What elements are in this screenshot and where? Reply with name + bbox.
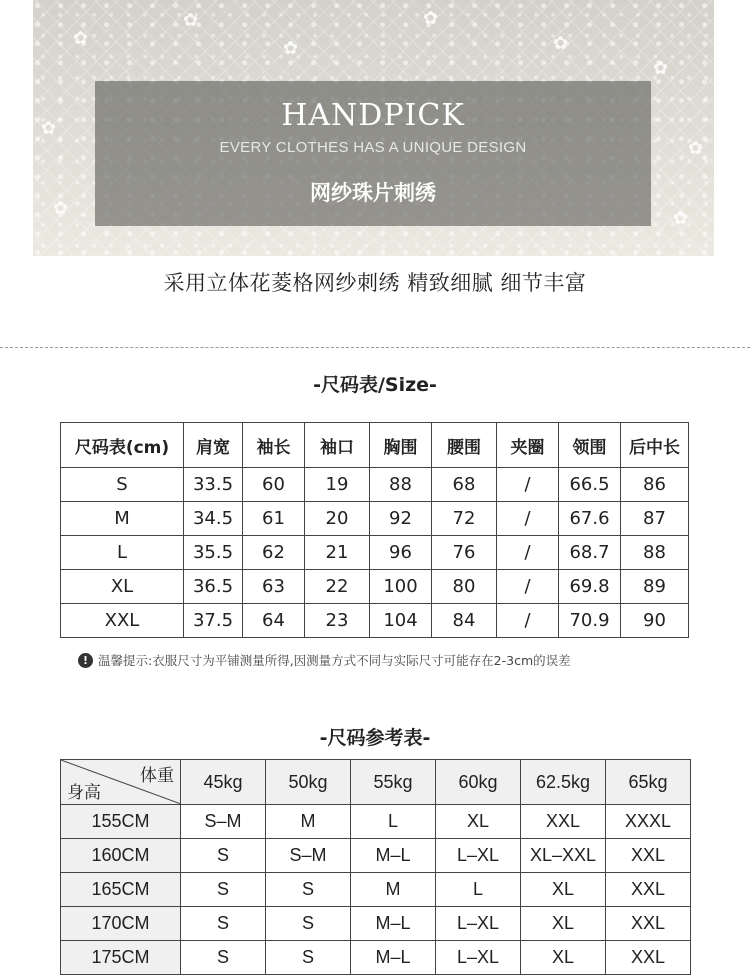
table-cell: 62 (243, 536, 305, 570)
table-row (61, 502, 689, 536)
weight-header: 60kg (436, 760, 521, 805)
table-cell: XL (521, 907, 606, 941)
table-cell: 104 (370, 604, 432, 638)
weight-label: 体重 (140, 766, 174, 786)
table-cell: S (181, 839, 266, 873)
table-cell: S (61, 468, 184, 502)
flower-decoration: ✿ (688, 138, 704, 159)
table-cell: XXL (606, 839, 691, 873)
weight-header: 50kg (266, 760, 351, 805)
table-cell: XXL (521, 805, 606, 839)
table-cell: 20 (305, 502, 370, 536)
table-cell: 96 (370, 536, 432, 570)
product-description: 采用立体花菱格网纱刺绣 精致细腻 细节丰富 (163, 271, 587, 295)
table-cell: / (497, 604, 559, 638)
table-cell: L–XL (436, 941, 521, 975)
table-cell: 84 (432, 604, 497, 638)
table-cell: 60 (243, 468, 305, 502)
table-cell: M–L (351, 839, 436, 873)
table-cell: S (266, 907, 351, 941)
table-cell: 92 (370, 502, 432, 536)
height-label: 身高 (67, 783, 101, 803)
table-cell: L–XL (436, 839, 521, 873)
table-cell: XXL (606, 907, 691, 941)
header-cell: 胸围 (370, 423, 432, 468)
header-cell: 领围 (559, 423, 621, 468)
table-row (61, 805, 691, 839)
table-cell: S (181, 941, 266, 975)
corner-cell (61, 760, 181, 805)
weight-header: 55kg (351, 760, 436, 805)
table-cell: 86 (621, 468, 689, 502)
table-cell: 88 (621, 536, 689, 570)
table-cell: 37.5 (184, 604, 243, 638)
note-text: 温馨提示:衣服尺寸为平铺测量所得,因测量方式不同与实际尺寸可能存在2-3cm的误差 (98, 653, 571, 668)
height-cell: 160CM (61, 839, 181, 873)
table-cell: XL–XXL (521, 839, 606, 873)
table-row (61, 839, 691, 873)
table-cell: 68 (432, 468, 497, 502)
height-cell: 170CM (61, 907, 181, 941)
table-cell: XL (521, 941, 606, 975)
table-cell: 76 (432, 536, 497, 570)
table-cell: 23 (305, 604, 370, 638)
flower-decoration: ✿ (41, 118, 57, 139)
table-cell: XXL (606, 873, 691, 907)
table-cell: L (351, 805, 436, 839)
table-cell: L–XL (436, 907, 521, 941)
header-cell: 袖口 (305, 423, 370, 468)
header-cell: 肩宽 (184, 423, 243, 468)
table-cell: S (181, 907, 266, 941)
table-cell: 70.9 (559, 604, 621, 638)
table-cell: M–L (351, 907, 436, 941)
banner-title: HANDPICK (281, 98, 465, 133)
measurement-note (78, 651, 571, 669)
table-cell: 67.6 (559, 502, 621, 536)
table-row (61, 570, 689, 604)
reference-table-header (61, 760, 691, 805)
header-cell: 后中长 (621, 423, 689, 468)
table-cell: M (61, 502, 184, 536)
weight-header: 62.5kg (521, 760, 606, 805)
table-cell: M–L (351, 941, 436, 975)
table-cell: 66.5 (559, 468, 621, 502)
table-cell: 19 (305, 468, 370, 502)
table-cell: / (497, 468, 559, 502)
table-cell: S–M (181, 805, 266, 839)
table-cell: L (436, 873, 521, 907)
table-cell: XXXL (606, 805, 691, 839)
table-cell: 34.5 (184, 502, 243, 536)
reference-section-title: -尺码参考表- (319, 727, 431, 749)
size-table-header (61, 423, 689, 468)
table-row (61, 604, 689, 638)
table-cell: 89 (621, 570, 689, 604)
height-cell: 165CM (61, 873, 181, 907)
table-cell: 72 (432, 502, 497, 536)
size-reference-table (60, 759, 691, 975)
table-cell: 35.5 (184, 536, 243, 570)
weight-header: 45kg (181, 760, 266, 805)
table-row (61, 468, 689, 502)
flower-decoration: ✿ (283, 38, 299, 59)
table-cell: 33.5 (184, 468, 243, 502)
flower-decoration: ✿ (553, 33, 569, 54)
section-divider (0, 347, 750, 348)
table-cell: / (497, 570, 559, 604)
header-cell: 袖长 (243, 423, 305, 468)
weight-header: 65kg (606, 760, 691, 805)
table-cell: S (181, 873, 266, 907)
warning-icon: ! (78, 653, 93, 668)
table-cell: M (351, 873, 436, 907)
table-cell: XL (521, 873, 606, 907)
flower-decoration: ✿ (423, 8, 439, 29)
size-section-title: -尺码表/Size- (313, 374, 437, 396)
hero-banner (33, 0, 714, 256)
header-cell: 尺码表(cm) (61, 423, 184, 468)
table-cell: 61 (243, 502, 305, 536)
flower-decoration: ✿ (653, 58, 669, 79)
table-row (61, 873, 691, 907)
table-cell: / (497, 502, 559, 536)
table-cell: XXL (606, 941, 691, 975)
header-cell: 腰围 (432, 423, 497, 468)
table-cell: 80 (432, 570, 497, 604)
height-cell: 175CM (61, 941, 181, 975)
flower-decoration: ✿ (673, 208, 689, 229)
banner-caption-box (95, 81, 651, 226)
table-cell: 87 (621, 502, 689, 536)
table-cell: L (61, 536, 184, 570)
table-row (61, 907, 691, 941)
flower-decoration: ✿ (53, 198, 69, 219)
table-cell: S (266, 873, 351, 907)
header-cell: 夹圈 (497, 423, 559, 468)
flower-decoration: ✿ (183, 10, 199, 31)
table-cell: 22 (305, 570, 370, 604)
table-cell: S (266, 941, 351, 975)
table-cell: 64 (243, 604, 305, 638)
height-cell: 155CM (61, 805, 181, 839)
banner-subtitle: EVERY CLOTHES HAS A UNIQUE DESIGN (219, 139, 527, 156)
table-cell: XL (436, 805, 521, 839)
banner-feature: 网纱珠片刺绣 (310, 181, 436, 205)
table-cell: / (497, 536, 559, 570)
table-cell: 100 (370, 570, 432, 604)
flower-decoration: ✿ (73, 28, 89, 49)
table-row (61, 941, 691, 975)
table-cell: 69.8 (559, 570, 621, 604)
table-cell: 88 (370, 468, 432, 502)
size-table (60, 422, 689, 638)
table-cell: 90 (621, 604, 689, 638)
table-cell: 36.5 (184, 570, 243, 604)
table-cell: XL (61, 570, 184, 604)
table-cell: 63 (243, 570, 305, 604)
table-cell: S–M (266, 839, 351, 873)
table-row (61, 536, 689, 570)
table-cell: M (266, 805, 351, 839)
table-cell: 68.7 (559, 536, 621, 570)
table-cell: 21 (305, 536, 370, 570)
table-cell: XXL (61, 604, 184, 638)
